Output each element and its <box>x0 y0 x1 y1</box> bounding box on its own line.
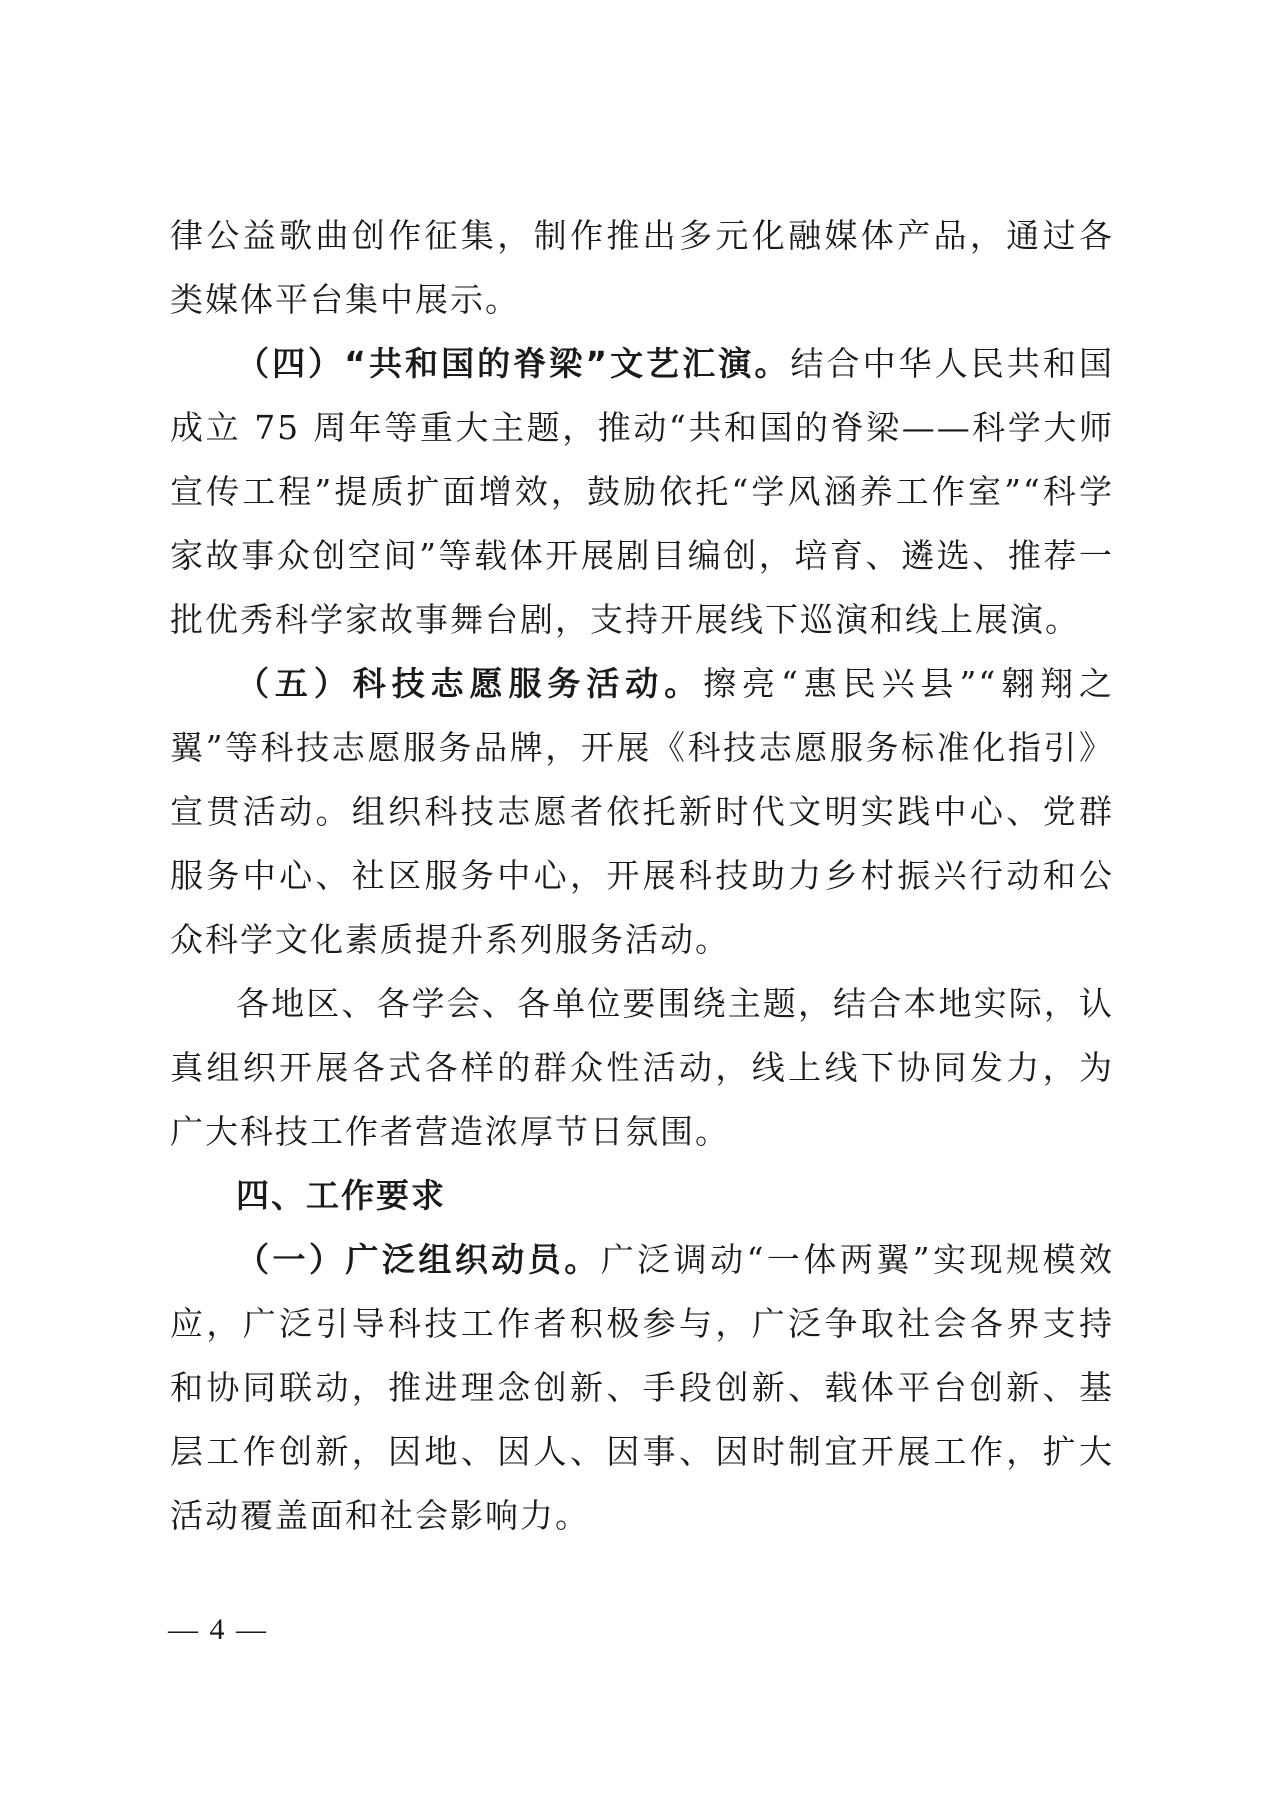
item-paragraph-five <box>170 652 1114 972</box>
requirement-paragraph-one <box>170 1228 1114 1548</box>
item-five-text: 擦亮“惠民兴县”“翱翔之翼”等科技志愿服务品牌，开展《科技志愿服务标准化指引》宣贯活动。组织科技志愿者依托新时代文明实践中心、党群服务中心、社区服务中心，开展科技助力乡村振兴行动和公众科学文化素质提升系列服务活动。 <box>170 664 1114 959</box>
item-five-heading: （五）科技志愿服务活动。 <box>236 664 704 703</box>
section-heading-work-requirements: 四、工作要求 <box>236 1176 446 1215</box>
requirement-one-text: 广泛调动“一体两翼”实现规模效应，广泛引导科技工作者积极参与，广泛争取社会各界支持和协同联动，推进理念创新、手段创新、载体平台创新、基层工作创新，因地、因人、因事、因时制宜开展工作，扩大活动覆盖面和社会影响力。 <box>170 1240 1114 1535</box>
item-four-text: 结合中华人民共和国成立 75 周年等重大主题，推动“共和国的脊梁——科学大师宣传工程”提质扩面增效，鼓励依托“学风涵养工作室”“科学家故事众创空间”等载体开展剧目编创，培育、遴选、推荐一批优秀科学家故事舞台剧，支持开展线下巡演和线上展演。 <box>170 344 1114 639</box>
item-paragraph-four <box>170 332 1114 652</box>
closing-paragraph: 各地区、各学会、各单位要围绕主题，结合本地实际，认真组织开展各式各样的群众性活动，线上线下协同发力，为广大科技工作者营造浓厚节日氛围。 <box>170 984 1114 1151</box>
requirement-one-heading: （一）广泛组织动员。 <box>236 1240 601 1279</box>
document-body <box>170 204 1114 1548</box>
item-four-heading: （四）“共和国的脊梁”文艺汇演。 <box>236 344 791 383</box>
continuation-paragraph: 律公益歌曲创作征集，制作推出多元化融媒体产品，通过各类媒体平台集中展示。 <box>170 216 1114 319</box>
page-number: — 4 — <box>168 1613 268 1646</box>
